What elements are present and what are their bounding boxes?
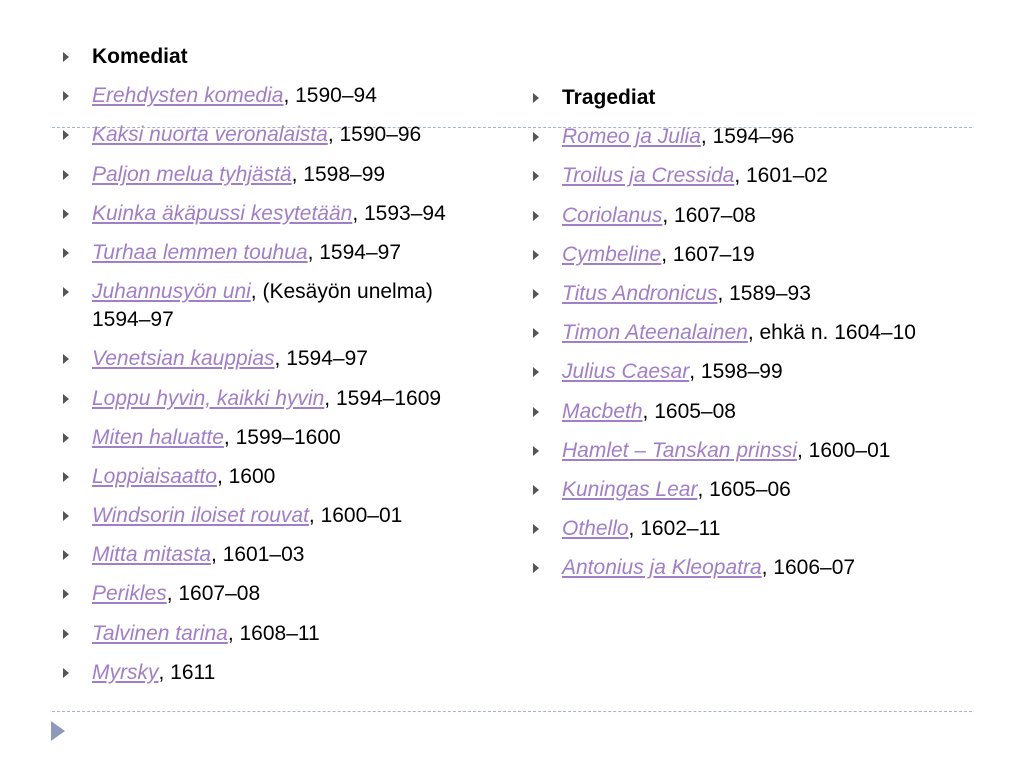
tragedy-years: , 1598–99 — [689, 360, 783, 384]
bullet-arrow-icon — [533, 328, 539, 338]
bullet-arrow-icon — [533, 289, 539, 299]
bullet-arrow-icon — [63, 170, 69, 180]
tragedy-link[interactable]: Titus Andronicus — [562, 281, 718, 305]
comedy-item — [60, 161, 480, 189]
comedy-years: , 1590–94 — [283, 84, 377, 108]
comedy-item — [60, 580, 480, 608]
bullet-arrow-icon — [533, 524, 539, 534]
tragedy-item — [530, 515, 950, 543]
comedy-link[interactable]: Perikles — [92, 582, 167, 606]
comedy-years: , 1607–08 — [166, 582, 261, 606]
comedy-item — [60, 463, 480, 491]
comedy-item — [60, 502, 480, 530]
comedy-years: , 1593–94 — [352, 201, 446, 225]
tragedy-item — [530, 398, 950, 426]
bullet-arrow-icon — [533, 171, 539, 181]
bullet-arrow-icon — [63, 629, 69, 639]
tragedy-link[interactable]: Hamlet – Tanskan prinssi — [562, 438, 797, 462]
bullet-arrow-icon — [63, 52, 69, 62]
comedy-link[interactable]: Myrsky — [92, 660, 159, 684]
comedy-years: , 1594–97 — [274, 347, 368, 371]
tragedy-link[interactable]: Othello — [562, 517, 629, 541]
comedy-item — [60, 239, 480, 267]
comedy-link[interactable]: Talvinen tarina — [92, 621, 228, 645]
tragedy-years: , 1607–19 — [661, 242, 755, 266]
comedy-item — [60, 659, 480, 687]
bullet-arrow-icon — [63, 91, 69, 101]
bullet-arrow-icon — [63, 354, 69, 364]
comedy-years: , 1599–1600 — [223, 425, 341, 449]
tragedy-item — [530, 123, 950, 151]
bullet-arrow-icon — [533, 446, 539, 456]
comedy-years: , 1590–96 — [327, 123, 422, 147]
comedies-list — [60, 43, 480, 698]
bullet-arrow-icon — [63, 248, 69, 258]
comedy-link[interactable]: Juhannusyön uni — [92, 280, 251, 304]
comedy-years: , 1600 — [216, 464, 276, 488]
comedy-item — [60, 541, 480, 569]
tragedy-item — [530, 437, 950, 465]
comedy-years: , 1601–03 — [211, 543, 305, 567]
bullet-arrow-icon — [533, 367, 539, 377]
comedy-link[interactable]: Paljon melua tyhjästä — [92, 162, 292, 186]
tragedy-item — [530, 358, 950, 386]
tragedies-heading-item — [530, 84, 950, 112]
tragedy-link[interactable]: Julius Caesar — [562, 360, 690, 384]
comedy-link[interactable]: Turhaa lemmen touhua — [92, 240, 308, 264]
comedy-link[interactable]: Loppiaisaatto — [92, 464, 217, 488]
comedy-item — [60, 200, 480, 228]
tragedy-link[interactable]: Troilus ja Cressida — [562, 164, 735, 188]
comedy-years: , 1600–01 — [308, 504, 403, 528]
slide-corner-arrow-icon — [51, 721, 65, 741]
comedy-link[interactable]: Mitta mitasta — [92, 543, 212, 567]
comedies-heading-item — [60, 43, 480, 71]
comedy-item — [60, 345, 480, 373]
comedy-item — [60, 82, 480, 110]
bottom-dashed-divider — [52, 711, 972, 712]
bullet-arrow-icon — [63, 472, 69, 482]
tragedy-item — [530, 476, 950, 504]
bullet-arrow-icon — [63, 433, 69, 443]
tragedy-years: , 1601–02 — [734, 164, 828, 188]
tragedy-years: , 1589–93 — [717, 281, 811, 305]
comedy-years: , (Kesäyön unelma) 1594–97 — [92, 280, 433, 332]
bullet-arrow-icon — [533, 250, 539, 260]
bullet-arrow-icon — [63, 209, 69, 219]
tragedy-years: , 1607–08 — [662, 203, 756, 227]
comedy-link[interactable]: Loppu hyvin, kaikki hyvin — [92, 386, 325, 410]
comedy-years: , 1598–99 — [291, 162, 386, 186]
comedy-item — [60, 121, 480, 149]
bullet-arrow-icon — [533, 132, 539, 142]
comedy-years: , 1594–1609 — [324, 386, 442, 410]
tragedy-years: , 1602–11 — [628, 517, 721, 541]
tragedy-link[interactable]: Timon Ateenalainen — [562, 321, 748, 345]
bullet-arrow-icon — [533, 563, 539, 573]
tragedy-years: , 1605–08 — [642, 399, 736, 423]
tragedy-years: , 1606–07 — [761, 556, 856, 580]
tragedy-item — [530, 554, 950, 582]
comedy-years: , 1608–11 — [227, 621, 320, 645]
bullet-arrow-icon — [63, 589, 69, 599]
tragedy-item — [530, 280, 950, 308]
comedy-link[interactable]: Kuinka äkäpussi kesytetään — [92, 201, 353, 225]
bullet-arrow-icon — [533, 211, 539, 221]
tragedy-item — [530, 162, 950, 190]
comedy-item — [60, 424, 480, 452]
tragedy-years: , ehkä n. 1604–10 — [747, 321, 916, 345]
tragedy-years: , 1605–06 — [697, 477, 791, 501]
tragedy-link[interactable]: Kuningas Lear — [562, 477, 698, 501]
comedy-link[interactable]: Windsorin iloiset rouvat — [92, 504, 309, 528]
bullet-arrow-icon — [63, 550, 69, 560]
comedy-years: , 1611 — [158, 660, 216, 684]
comedy-years: , 1594–97 — [307, 240, 402, 264]
comedy-link[interactable]: Kaksi nuorta veronalaista — [92, 123, 328, 147]
bullet-arrow-icon — [63, 130, 69, 140]
comedy-link[interactable]: Venetsian kauppias — [92, 347, 275, 371]
bullet-arrow-icon — [533, 485, 539, 495]
tragedy-link[interactable]: Cymbeline — [562, 242, 662, 266]
comedy-item — [60, 620, 480, 648]
bullet-arrow-icon — [63, 511, 69, 521]
bullet-arrow-icon — [63, 287, 69, 297]
comedies-heading: Komediat — [92, 45, 188, 68]
tragedy-link[interactable]: Romeo ja Julia — [562, 125, 701, 149]
tragedy-link[interactable]: Coriolanus — [562, 203, 663, 227]
comedy-item — [60, 385, 480, 413]
comedy-link[interactable]: Erehdysten komedia — [92, 84, 284, 108]
tragedy-years: , 1594–96 — [700, 125, 795, 149]
tragedy-link[interactable]: Antonius ja Kleopatra — [562, 556, 762, 580]
tragedies-list — [530, 84, 950, 593]
bullet-arrow-icon — [533, 407, 539, 417]
tragedy-item — [530, 319, 950, 347]
bullet-arrow-icon — [63, 668, 69, 678]
tragedy-item — [530, 241, 950, 269]
tragedy-link[interactable]: Macbeth — [562, 399, 643, 423]
bullet-arrow-icon — [63, 394, 69, 404]
tragedy-years: , 1600–01 — [797, 438, 891, 462]
tragedy-item — [530, 202, 950, 230]
tragedies-heading: Tragediat — [562, 86, 656, 109]
comedy-item — [60, 278, 480, 334]
bullet-arrow-icon — [533, 93, 539, 103]
comedy-link[interactable]: Miten haluatte — [92, 425, 224, 449]
